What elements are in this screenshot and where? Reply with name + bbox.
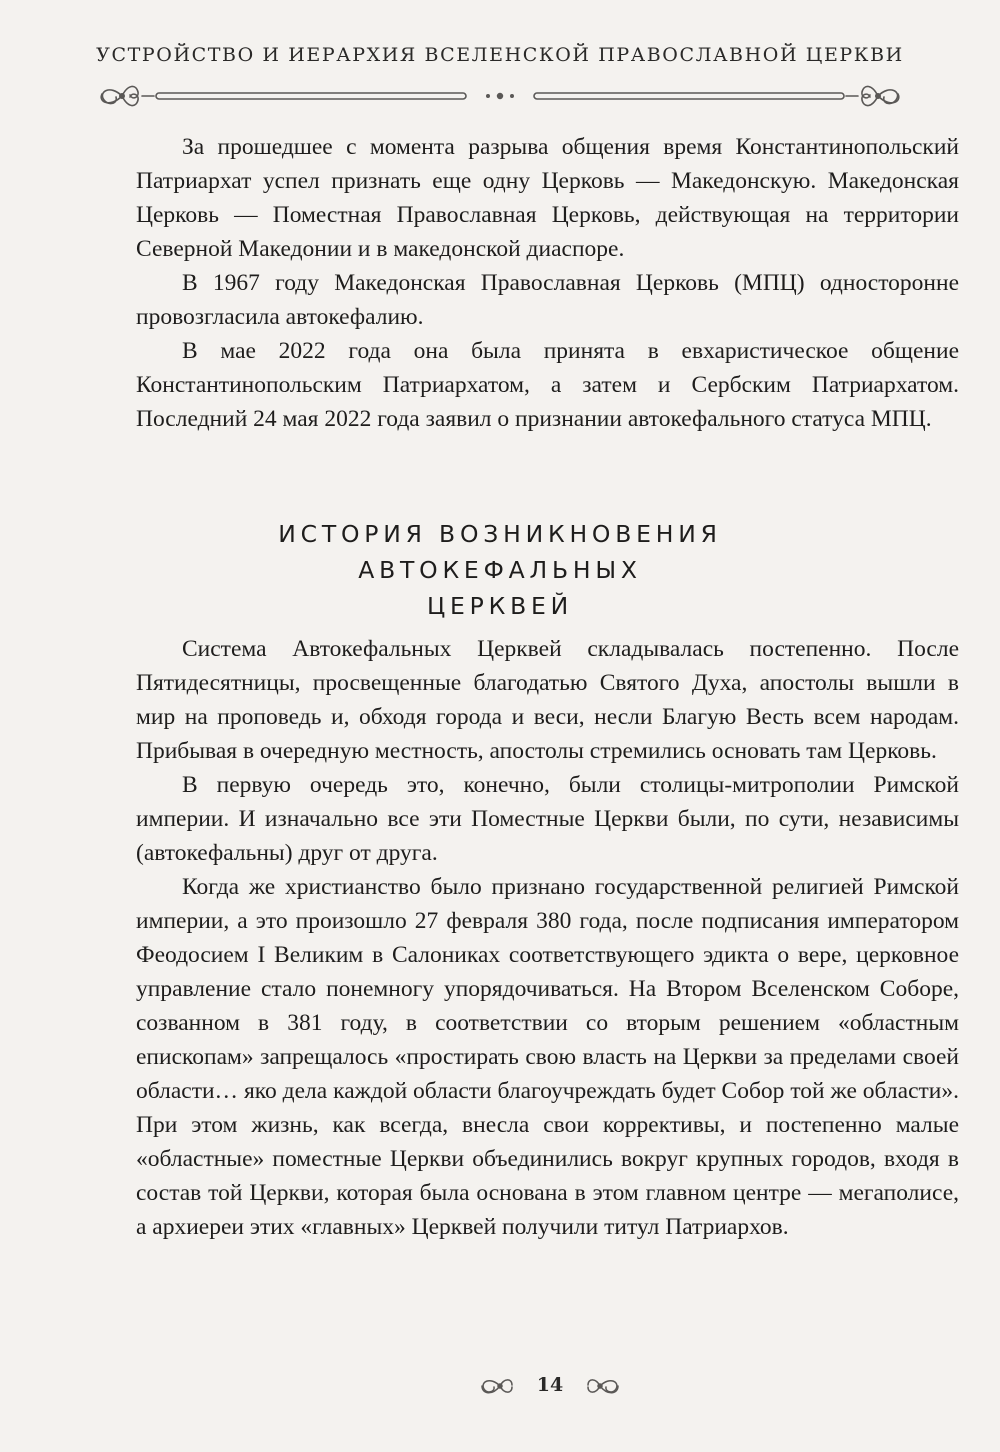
section-heading-line: ИСТОРИЯ ВОЗНИКНОВЕНИЯ <box>278 520 722 548</box>
paragraph: В мае 2022 года она была принята в евхаристическое общение Константинопольским Патриархатом, а затем и Сербским Патриархатом. Последний 24 мая 2022 года заявил о признании автокефального статуса МПЦ. <box>136 338 959 432</box>
section-heading <box>0 516 1000 624</box>
running-title: УСТРОЙСТВО И ИЕРАРХИЯ ВСЕЛЕНСКОЙ ПРАВОСЛАВНОЙ ЦЕРКВИ <box>96 44 904 66</box>
paragraph: В 1967 году Македонская Православная Церковь (МПЦ) односторонне провозгласила автокефалию. <box>136 270 959 330</box>
section-text <box>136 632 959 1244</box>
paragraph: За прошедшее с момента разрыва общения время Константинопольский Патриархат успел признать еще одну Церковь — Македонскую. Македонская Церковь — Поместная Православная Церковь, действующая на территории Северной Македонии и в македонской диаспоре. <box>136 134 959 262</box>
section-heading-line: ЦЕРКВЕЙ <box>426 592 574 620</box>
paragraph: Система Автокефальных Церквей складывалась постепенно. После Пятидесятницы, просвещенные благодатью Святого Духа, апостолы вышли в мир на проповедь и, обходя города и веси, несли Благую Весть всем народам. Прибывая в очередную местность, апостолы стремились основать там Церковь. <box>136 636 959 764</box>
paragraph: В первую очередь это, конечно, были столицы-митрополии Римской империи. И изначально все эти Поместные Церкви были, по сути, независимы (автокефальны) друг от друга. <box>136 772 959 866</box>
intro-text <box>136 130 959 436</box>
section-heading-line: АВТОКЕФАЛЬНЫХ <box>358 556 642 584</box>
page-number: 14 <box>536 1374 564 1396</box>
header-ornament-icon <box>96 74 904 120</box>
paragraph: Когда же христианство было признано государственной религией Римской империи, а это произошло 27 февраля 380 года, после подписания императором Феодосием I Великим в Салониках соответствующего эдикта о вере, церковное управление стало понемногу упорядочиваться. На Втором Вселенском Соборе, созванном в 381 году, в соответствии со вторым решением «областным епископам» запрещалось «простирать свою власть на Церкви за пределами своей области… яко дела каждой области благоучреждать будет Собор той же области». При этом жизнь, как всегда, внесла свои коррективы, и постепенно малые «областные» поместные Церкви объединились вокруг крупных городов, входя в состав той Церкви, которая была основана в этом главном центре — мегаполисе, а архиереи этих «главных» Церквей получили титул Патриархов. <box>136 874 959 1240</box>
